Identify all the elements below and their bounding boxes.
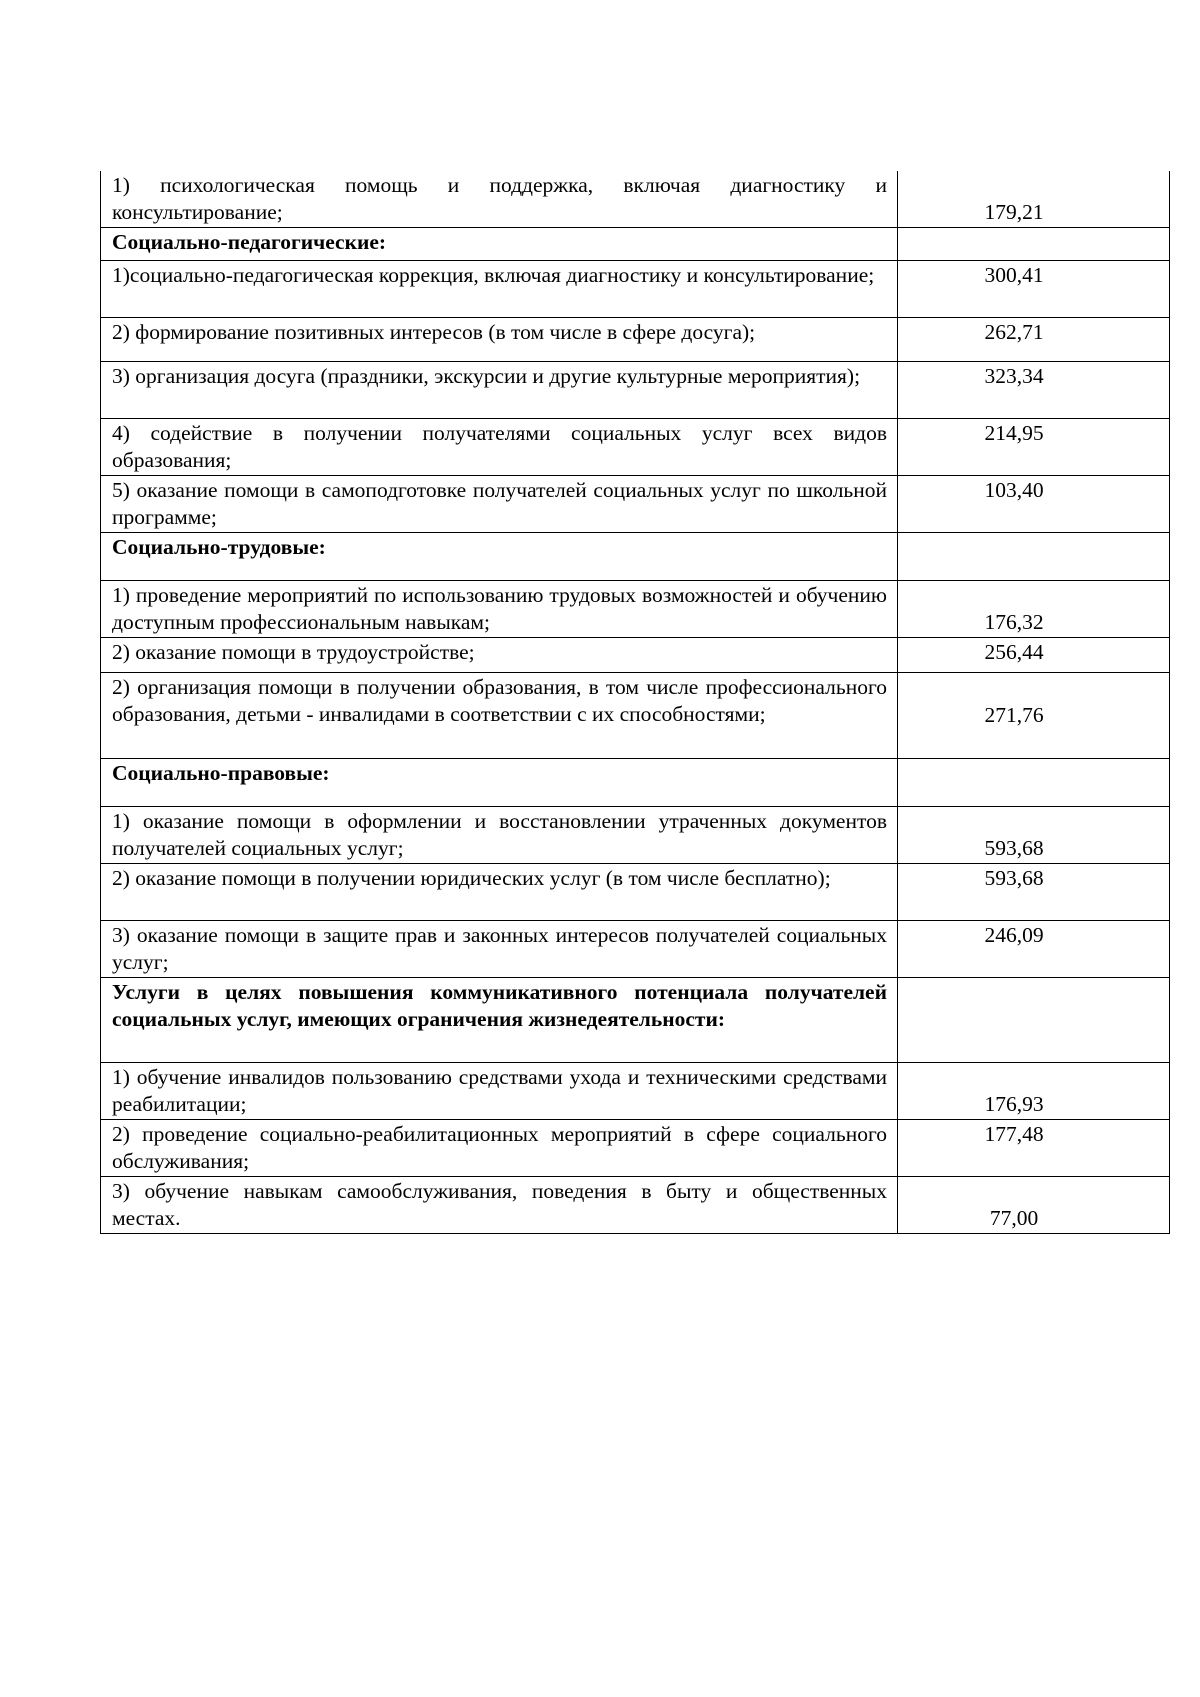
table-section-header-row: [101, 228, 1170, 261]
table-row: [101, 864, 1170, 921]
service-description-cell: 3) обучение навыкам самообслуживания, поведения в быту и общественных местах.: [101, 1177, 898, 1234]
table-row: [101, 476, 1170, 533]
section-title-cell: Социально-трудовые:: [101, 533, 898, 581]
price-cell: 271,76: [898, 673, 1170, 759]
price-cell: 256,44: [898, 638, 1170, 673]
table-row: [101, 638, 1170, 673]
service-description-cell: 2) оказание помощи в получении юридических услуг (в том числе бесплатно);: [101, 864, 898, 921]
service-description-cell: 5) оказание помощи в самоподготовке получателей социальных услуг по школьной программе;: [101, 476, 898, 533]
table-body: [101, 171, 1170, 1234]
service-description-cell: 3) организация досуга (праздники, экскурсии и другие культурные мероприятия);: [101, 362, 898, 419]
service-description-cell: 2) формирование позитивных интересов (в том числе в сфере досуга);: [101, 318, 898, 362]
section-title-cell: Социально-правовые:: [101, 759, 898, 807]
price-cell: 262,71: [898, 318, 1170, 362]
price-cell: 593,68: [898, 807, 1170, 864]
service-description-cell: 4) содействие в получении получателями социальных услуг всех видов образования;: [101, 419, 898, 476]
table-row: [101, 419, 1170, 476]
table-row: [101, 673, 1170, 759]
service-description-cell: 1) психологическая помощь и поддержка, включая диагностику и консультирование;: [101, 171, 898, 228]
price-cell: [898, 759, 1170, 807]
table-section-header-row: [101, 759, 1170, 807]
service-description-cell: 2) оказание помощи в трудоустройстве;: [101, 638, 898, 673]
price-cell: 176,32: [898, 581, 1170, 638]
price-cell: 323,34: [898, 362, 1170, 419]
table-row: [101, 1177, 1170, 1234]
section-title-cell: Социально-педагогические:: [101, 228, 898, 261]
table-row: [101, 362, 1170, 419]
service-description-cell: 1) оказание помощи в оформлении и восстановлении утраченных документов получателей социальных услуг;: [101, 807, 898, 864]
table-row: [101, 261, 1170, 318]
price-cell: 300,41: [898, 261, 1170, 318]
price-cell: 593,68: [898, 864, 1170, 921]
service-description-cell: 2) организация помощи в получении образования, в том числе профессионального образования, детьми - инвалидами в соответствии с их способностями;: [101, 673, 898, 759]
price-cell: 77,00: [898, 1177, 1170, 1234]
price-cell: 103,40: [898, 476, 1170, 533]
price-cell: [898, 533, 1170, 581]
table-row: [101, 318, 1170, 362]
price-cell: [898, 978, 1170, 1063]
price-cell: 179,21: [898, 171, 1170, 228]
price-cell: 246,09: [898, 921, 1170, 978]
table-row: [101, 1063, 1170, 1120]
price-cell: 176,93: [898, 1063, 1170, 1120]
table-section-header-row: [101, 533, 1170, 581]
service-description-cell: 2) проведение социально-реабилитационных мероприятий в сфере социального обслуживания;: [101, 1120, 898, 1177]
service-description-cell: 1) проведение мероприятий по использованию трудовых возможностей и обучению доступным профессиональным навыкам;: [101, 581, 898, 638]
service-description-cell: 3) оказание помощи в защите прав и законных интересов получателей социальных услуг;: [101, 921, 898, 978]
section-title-cell: Услуги в целях повышения коммуникативного потенциала получателей социальных услуг, имеющих ограничения жизнедеятельности:: [101, 978, 898, 1063]
service-description-cell: 1)социально-педагогическая коррекция, включая диагностику и консультирование;: [101, 261, 898, 318]
price-cell: 214,95: [898, 419, 1170, 476]
table-row: [101, 921, 1170, 978]
services-tariff-table: [100, 171, 1170, 1234]
table-row: [101, 1120, 1170, 1177]
table-row: [101, 581, 1170, 638]
price-cell: [898, 228, 1170, 261]
table-row: [101, 171, 1170, 228]
table-section-header-row: [101, 978, 1170, 1063]
table-row: [101, 807, 1170, 864]
price-cell: 177,48: [898, 1120, 1170, 1177]
service-description-cell: 1) обучение инвалидов пользованию средствами ухода и техническими средствами реабилитации;: [101, 1063, 898, 1120]
